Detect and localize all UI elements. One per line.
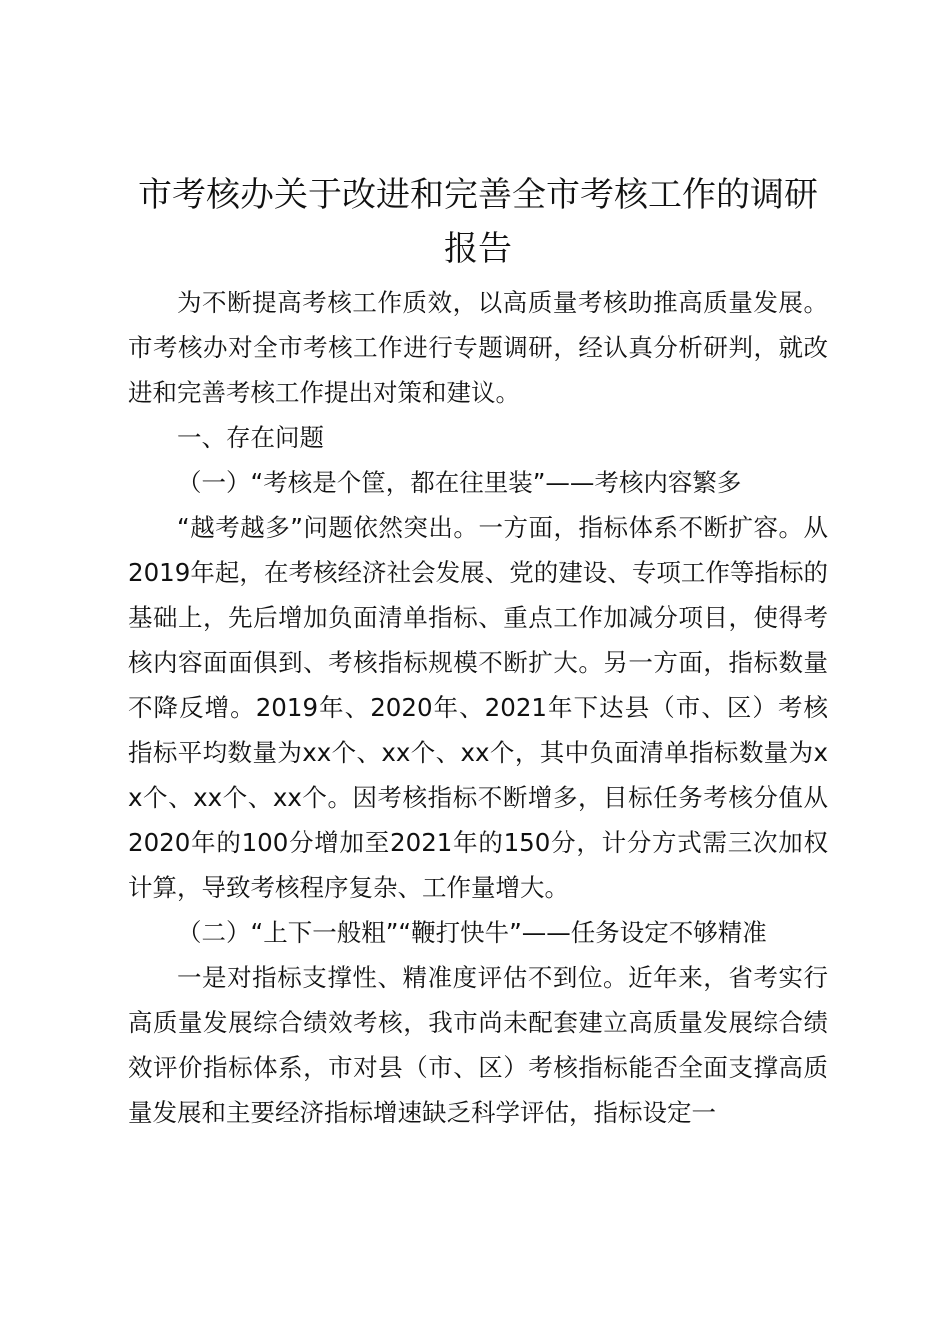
subsection-heading-1: （一）“考核是个筐，都在往里装”——考核内容繁多 — [177, 468, 742, 497]
document-page — [128, 168, 828, 1135]
subsection-body-2: 一是对指标支撑性、精准度评估不到位。近年来，省考实行高质量发展综合绩效考核，我市尚未配套建立高质量发展综合绩效评价指标体系，市对县（市、区）考核指标能否全面支撑高质量发展和主要经济指标增速缺乏科学评估，指标设定一 — [128, 963, 828, 1127]
section-heading-problems: 一、存在问题 — [177, 423, 324, 452]
subsection-heading-2: （二）“上下一般粗”“鞭打快牛”——任务设定不够精准 — [177, 918, 767, 947]
intro-paragraph: 为不断提高考核工作质效，以高质量考核助推高质量发展。市考核办对全市考核工作进行专题调研，经认真分析研判，就改进和完善考核工作提出对策和建议。 — [128, 288, 828, 407]
subsection-body-1: “越考越多”问题依然突出。一方面，指标体系不断扩容。从2019年起，在考核经济社会发展、党的建设、专项工作等指标的基础上，先后增加负面清单指标、重点工作加减分项目，使得考核内容面面俱到、考核指标规模不断扩大。另一方面，指标数量不降反增。2019年、2020年、2021年下达县（市、区）考核指标平均数量为xx个、xx个、xx个，其中负面清单指标数量为xx个、xx个、xx个。因考核指标不断增多，目标任务考核分值从2020年的100分增加至2021年的150分，计分方式需三次加权计算，导致考核程序复杂、工作量增大。 — [128, 513, 828, 902]
document-title: 市考核办关于改进和完善全市考核工作的调研报告 — [138, 175, 818, 269]
